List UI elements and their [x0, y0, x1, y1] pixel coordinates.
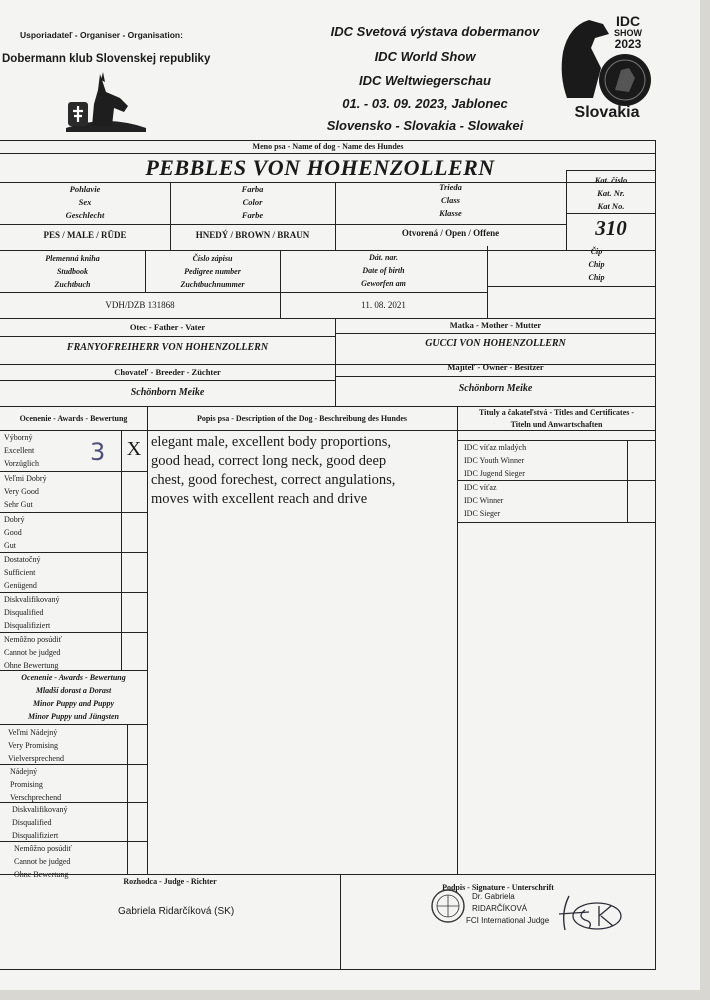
color-label-2: Color — [242, 197, 263, 207]
description-line-3: chest, good forechest, correct angulations, — [151, 472, 396, 488]
minor-header-3: Minor Puppy and Puppy — [32, 699, 115, 708]
organiser-label: Usporiadateľ - Organiser - Organisation: — [20, 30, 183, 40]
class-label-1: Trieda — [439, 182, 462, 192]
minor-line: Verschprechend — [10, 793, 62, 802]
minor-line: Very Promising — [8, 741, 58, 750]
award-line: Nemôžno posúdiť — [4, 635, 62, 644]
studbook-label-3: Zuchtbuch — [54, 280, 91, 289]
catno-value: 310 — [595, 216, 627, 240]
minor-line: Veľmi Nádejný — [8, 728, 58, 737]
title-line: IDC Winner — [464, 496, 504, 505]
title-line: IDC Jugend Sieger — [464, 469, 525, 478]
pedigree-label-1: Číslo zápisu — [192, 254, 233, 263]
stamp-line-1: Dr. Gabriela — [472, 892, 515, 901]
titles-header-1: Tituly a čakateľstvá - Titles and Certificates - — [478, 408, 635, 417]
award-line: Výborný — [4, 433, 33, 442]
mother-value: GUCCI VON HOHENZOLLERN — [425, 338, 566, 349]
award-line: Disqualified — [4, 608, 44, 617]
mother-label: Matka - Mother - Mutter — [449, 320, 542, 330]
minor-header-4: Minor Puppy und Jüngsten — [28, 712, 119, 721]
award-line: Dobrý — [4, 515, 25, 524]
show-title-line-1: IDC Svetová výstava dobermanov — [330, 24, 540, 39]
color-value: HNEDÝ / BROWN / BRAUN — [195, 230, 310, 240]
award-line: Genügend — [4, 581, 37, 590]
sex-label-3: Geschlecht — [65, 210, 105, 220]
class-value: Otvorená / Open / Offene — [401, 228, 500, 238]
dob-label-1: Dát. nar. — [368, 253, 399, 262]
color-label-3: Farbe — [241, 210, 264, 220]
stamp-line-2: RIDARČÍKOVÁ — [472, 904, 528, 913]
judge-value: Gabriela Ridarčíková (SK) — [118, 906, 235, 917]
award-check-mark: X — [126, 438, 142, 460]
minor-line: Promising — [10, 780, 43, 789]
minor-header-2: Mladší dorast a Dorast — [35, 686, 112, 695]
sex-value: PES / MALE / RÜDE — [43, 230, 127, 240]
dob-label-3: Geworfen am — [361, 279, 406, 288]
dob-label-2: Date of birth — [362, 266, 405, 275]
minor-line: Vielversprechend — [8, 754, 64, 763]
logo-badge-year: 2023 — [614, 37, 642, 51]
logo-country: Slovakia — [574, 104, 640, 121]
breeder-label: Chovateľ - Breeder - Züchter — [114, 367, 221, 377]
minor-header-1: Ocenenie - Awards - Bewertung — [21, 673, 126, 682]
chip-label-2: Chip — [588, 260, 605, 269]
show-country: Slovensko - Slovakia - Slowakei — [326, 118, 524, 133]
minor-line: Diskvalifikovaný — [12, 805, 68, 814]
award-line: Sufficient — [4, 568, 36, 577]
award-line: Sehr Gut — [4, 500, 33, 509]
color-label-1: Farba — [241, 184, 264, 194]
award-line: Disqualifiziert — [4, 621, 51, 630]
class-label-2: Class — [441, 195, 460, 205]
catno-label-2: Kat. Nr. — [597, 188, 625, 198]
description-line-2: good head, correct long neck, good deep — [151, 453, 387, 469]
judge-label: Rozhodca - Judge - Richter — [123, 877, 217, 886]
title-line: IDC víťaz mladých — [464, 443, 527, 452]
club-logo — [62, 68, 150, 134]
logo-badge-idc: IDC — [615, 13, 641, 29]
minor-line: Cannot be judged — [14, 857, 71, 866]
pedigree-label-3: Zuchtbuchnummer — [180, 280, 245, 289]
award-line: Ohne Bewertung — [4, 661, 59, 670]
breeder-value: Schönborn Meike — [130, 387, 205, 398]
fci-stamp-logo — [430, 888, 466, 924]
awards-header: Ocenenie - Awards - Bewertung — [19, 414, 128, 423]
title-line: IDC víťaz — [464, 483, 497, 492]
award-line: Vorzüglich — [4, 459, 39, 468]
title-line: IDC Sieger — [464, 509, 501, 518]
class-label-3: Klasse — [439, 208, 462, 218]
award-line: Diskvalifikovaný — [4, 595, 60, 604]
catno-label-1: Kat. číslo — [594, 175, 628, 185]
award-line: Cannot be judged — [4, 648, 61, 657]
award-line: Dostatočný — [4, 555, 41, 564]
pedigree-label-2: Pedigree number — [184, 267, 241, 276]
chip-label-3: Chip — [588, 273, 605, 282]
award-line: Very Good — [4, 487, 39, 496]
description-header: Popis psa - Description of the Dog - Beschreibung des Hundes — [196, 414, 408, 423]
owner-label: Majiteľ - Owner - Besitzer — [447, 362, 544, 372]
dog-name-value: PEBBLES VON HOHENZOLLERN — [145, 155, 495, 180]
dob-value: 11. 08. 2021 — [361, 300, 406, 310]
title-line: IDC Youth Winner — [464, 456, 525, 465]
award-line: Veľmi Dobrý — [4, 474, 47, 483]
owner-value: Schönborn Meike — [458, 383, 533, 394]
award-line: Excellent — [4, 446, 35, 455]
organiser-name: Dobermann klub Slovenskej republiky — [2, 53, 211, 65]
show-date-place: 01. - 03. 09. 2023, Jablonec — [342, 96, 508, 111]
description-line-4: moves with excellent reach and drive — [151, 491, 368, 507]
minor-line: Disqualifiziert — [12, 831, 59, 840]
signature-label: Podpis - Signature - Unterschrift — [442, 883, 554, 892]
minor-line: Nemôžno posúdiť — [14, 844, 72, 853]
chip-label-1: Čip — [590, 247, 603, 256]
studbook-label-1: Plemenná kniha — [45, 254, 100, 263]
catno-label-3: Kat No. — [597, 201, 625, 211]
sex-label-1: Pohlavie — [69, 184, 101, 194]
show-title-line-2: IDC World Show — [374, 49, 476, 64]
award-line: Gut — [4, 541, 16, 550]
award-line: Good — [4, 528, 22, 537]
father-label: Otec - Father - Vater — [129, 322, 206, 332]
titles-header-2: Titeln und Anwartschaften — [510, 420, 603, 429]
stamp-line-3: FCI International Judge — [466, 916, 550, 925]
minor-line: Nádejný — [10, 767, 38, 776]
description-line-1: elegant male, excellent body proportions, — [151, 434, 391, 450]
minor-line: Disqualified — [12, 818, 52, 827]
judge-signature — [555, 892, 625, 934]
logo-badge-show: SHOW — [614, 28, 642, 38]
award-place-handwritten: 3 — [90, 438, 106, 466]
show-title-line-3: IDC Weltwiegerschau — [359, 73, 491, 88]
sex-label-2: Sex — [78, 197, 92, 207]
pedigree-value: VDH/DZB 131868 — [105, 300, 175, 310]
studbook-label-2: Studbook — [56, 267, 89, 276]
father-value: FRANYOFREIHERR VON HOHENZOLLERN — [66, 342, 269, 353]
dog-name-label: Meno psa - Name of dog - Name des Hundes — [252, 142, 404, 151]
